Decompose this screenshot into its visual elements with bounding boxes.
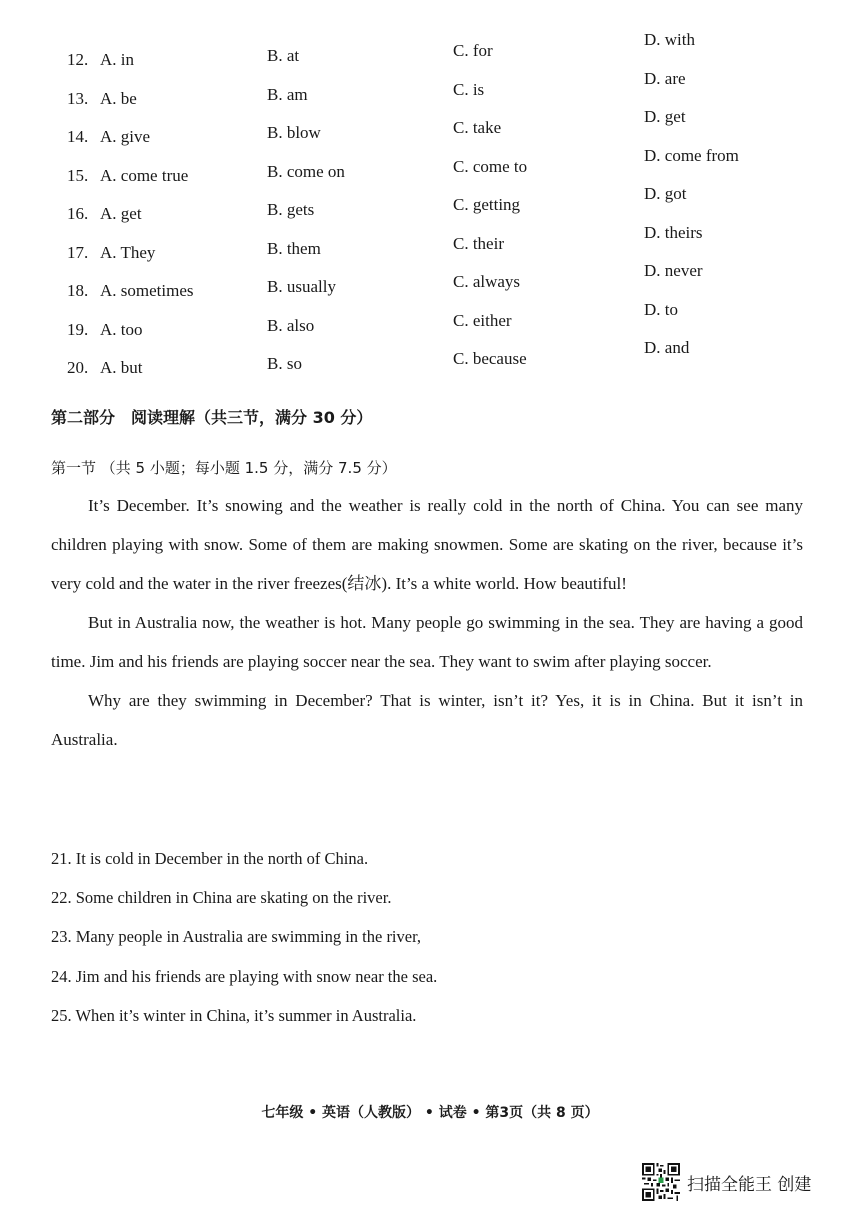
section1-heading: 第一节 （共 5 小题；每小题 1.5 分，满分 7.5 分） (51, 459, 397, 477)
option-c: C. take (453, 118, 502, 137)
passage-paragraph: But in Australia now, the weather is hot. Many people go swimming in the sea. They are having a good time. Jim and his friends are playing soccer near the sea. They want to swim after playing soccer. (51, 613, 803, 671)
option-c: C. their (453, 233, 504, 253)
part2-heading: 第二部分 阅读理解（共三节，满分 30 分） (51, 408, 373, 427)
option-d: D. with (644, 30, 695, 49)
option-a: A. come true (100, 165, 189, 185)
option-row (0, 182, 860, 221)
option-a: A. give (100, 127, 151, 146)
statement-25: 25. When it’s winter in China, it’s summer in Australia. (51, 1005, 417, 1025)
option-row (0, 144, 860, 183)
watermark-text: 扫描全能王 创建 (687, 1174, 812, 1195)
option-b: B. gets (267, 200, 315, 219)
question-number: 15. (67, 165, 89, 185)
option-b: B. blow (267, 123, 321, 142)
option-row (0, 259, 860, 298)
option-a: A. too (100, 319, 143, 339)
reading-passage (51, 486, 803, 759)
option-d: D. come from (644, 145, 739, 165)
page-footer: 七年级 • 英语（人教版） • 试卷 • 第3页（共 8 页） (261, 1105, 599, 1121)
statement-24: 24. Jim and his friends are playing with snow near the sea. (51, 966, 438, 986)
option-c: C. getting (453, 195, 521, 214)
option-b: B. come on (267, 161, 345, 181)
option-c: C. either (453, 310, 512, 330)
option-a: A. but (100, 358, 143, 377)
question-number: 20. (67, 358, 89, 377)
option-row (0, 336, 860, 375)
option-row (0, 298, 860, 337)
option-d: D. to (644, 299, 678, 319)
question-number: 14. (67, 127, 89, 146)
scanner-watermark (642, 1163, 811, 1201)
option-c: C. because (453, 349, 527, 368)
option-row (0, 67, 860, 106)
option-c: C. for (453, 41, 493, 60)
question-number: 13. (67, 88, 89, 108)
question-number: 19. (67, 319, 89, 339)
qr-code-icon (642, 1163, 680, 1201)
option-d: D. and (644, 338, 690, 357)
option-b: B. also (267, 315, 315, 335)
option-a: A. be (100, 88, 137, 108)
option-c: C. is (453, 79, 485, 99)
option-c: C. come to (453, 156, 528, 176)
statement-23: 23. Many people in Australia are swimming in the river, (51, 927, 422, 947)
option-row (0, 105, 860, 144)
true-false-statements (51, 839, 811, 1035)
answer-options-table (0, 28, 860, 375)
option-a: A. in (100, 50, 134, 69)
option-b: B. so (267, 354, 302, 373)
option-a: A. sometimes (100, 281, 194, 300)
statement-22: 22. Some children in China are skating on the river. (51, 888, 392, 908)
option-c: C. always (453, 272, 521, 291)
option-d: D. never (644, 261, 703, 280)
option-b: B. usually (267, 277, 336, 296)
option-a: A. They (100, 242, 156, 262)
option-b: B. am (267, 84, 308, 104)
option-d: D. theirs (644, 222, 703, 242)
option-d: D. get (644, 107, 686, 126)
passage-paragraph: It’s December. It’s snowing and the weather is really cold in the north of China. You can see many children playing with snow. Some of them are making snowmen. Some are skating on the river, because it’s very cold and the water in the river freezes(结冰). It’s a white world. How beautiful! (51, 496, 803, 593)
statement-21: 21. It is cold in December in the north of China. (51, 849, 369, 868)
option-row (0, 28, 860, 67)
question-number: 17. (67, 242, 89, 262)
option-d: D. got (644, 184, 687, 203)
passage-paragraph: Why are they swimming in December? That is winter, isn’t it? Yes, it is in China. But it isn’t in Australia. (51, 691, 803, 749)
option-b: B. at (267, 46, 300, 65)
question-number: 16. (67, 204, 89, 223)
option-row (0, 221, 860, 260)
option-d: D. are (644, 68, 686, 88)
question-number: 18. (67, 281, 89, 300)
question-number: 12. (67, 50, 89, 69)
option-a: A. get (100, 204, 142, 223)
option-b: B. them (267, 238, 321, 258)
